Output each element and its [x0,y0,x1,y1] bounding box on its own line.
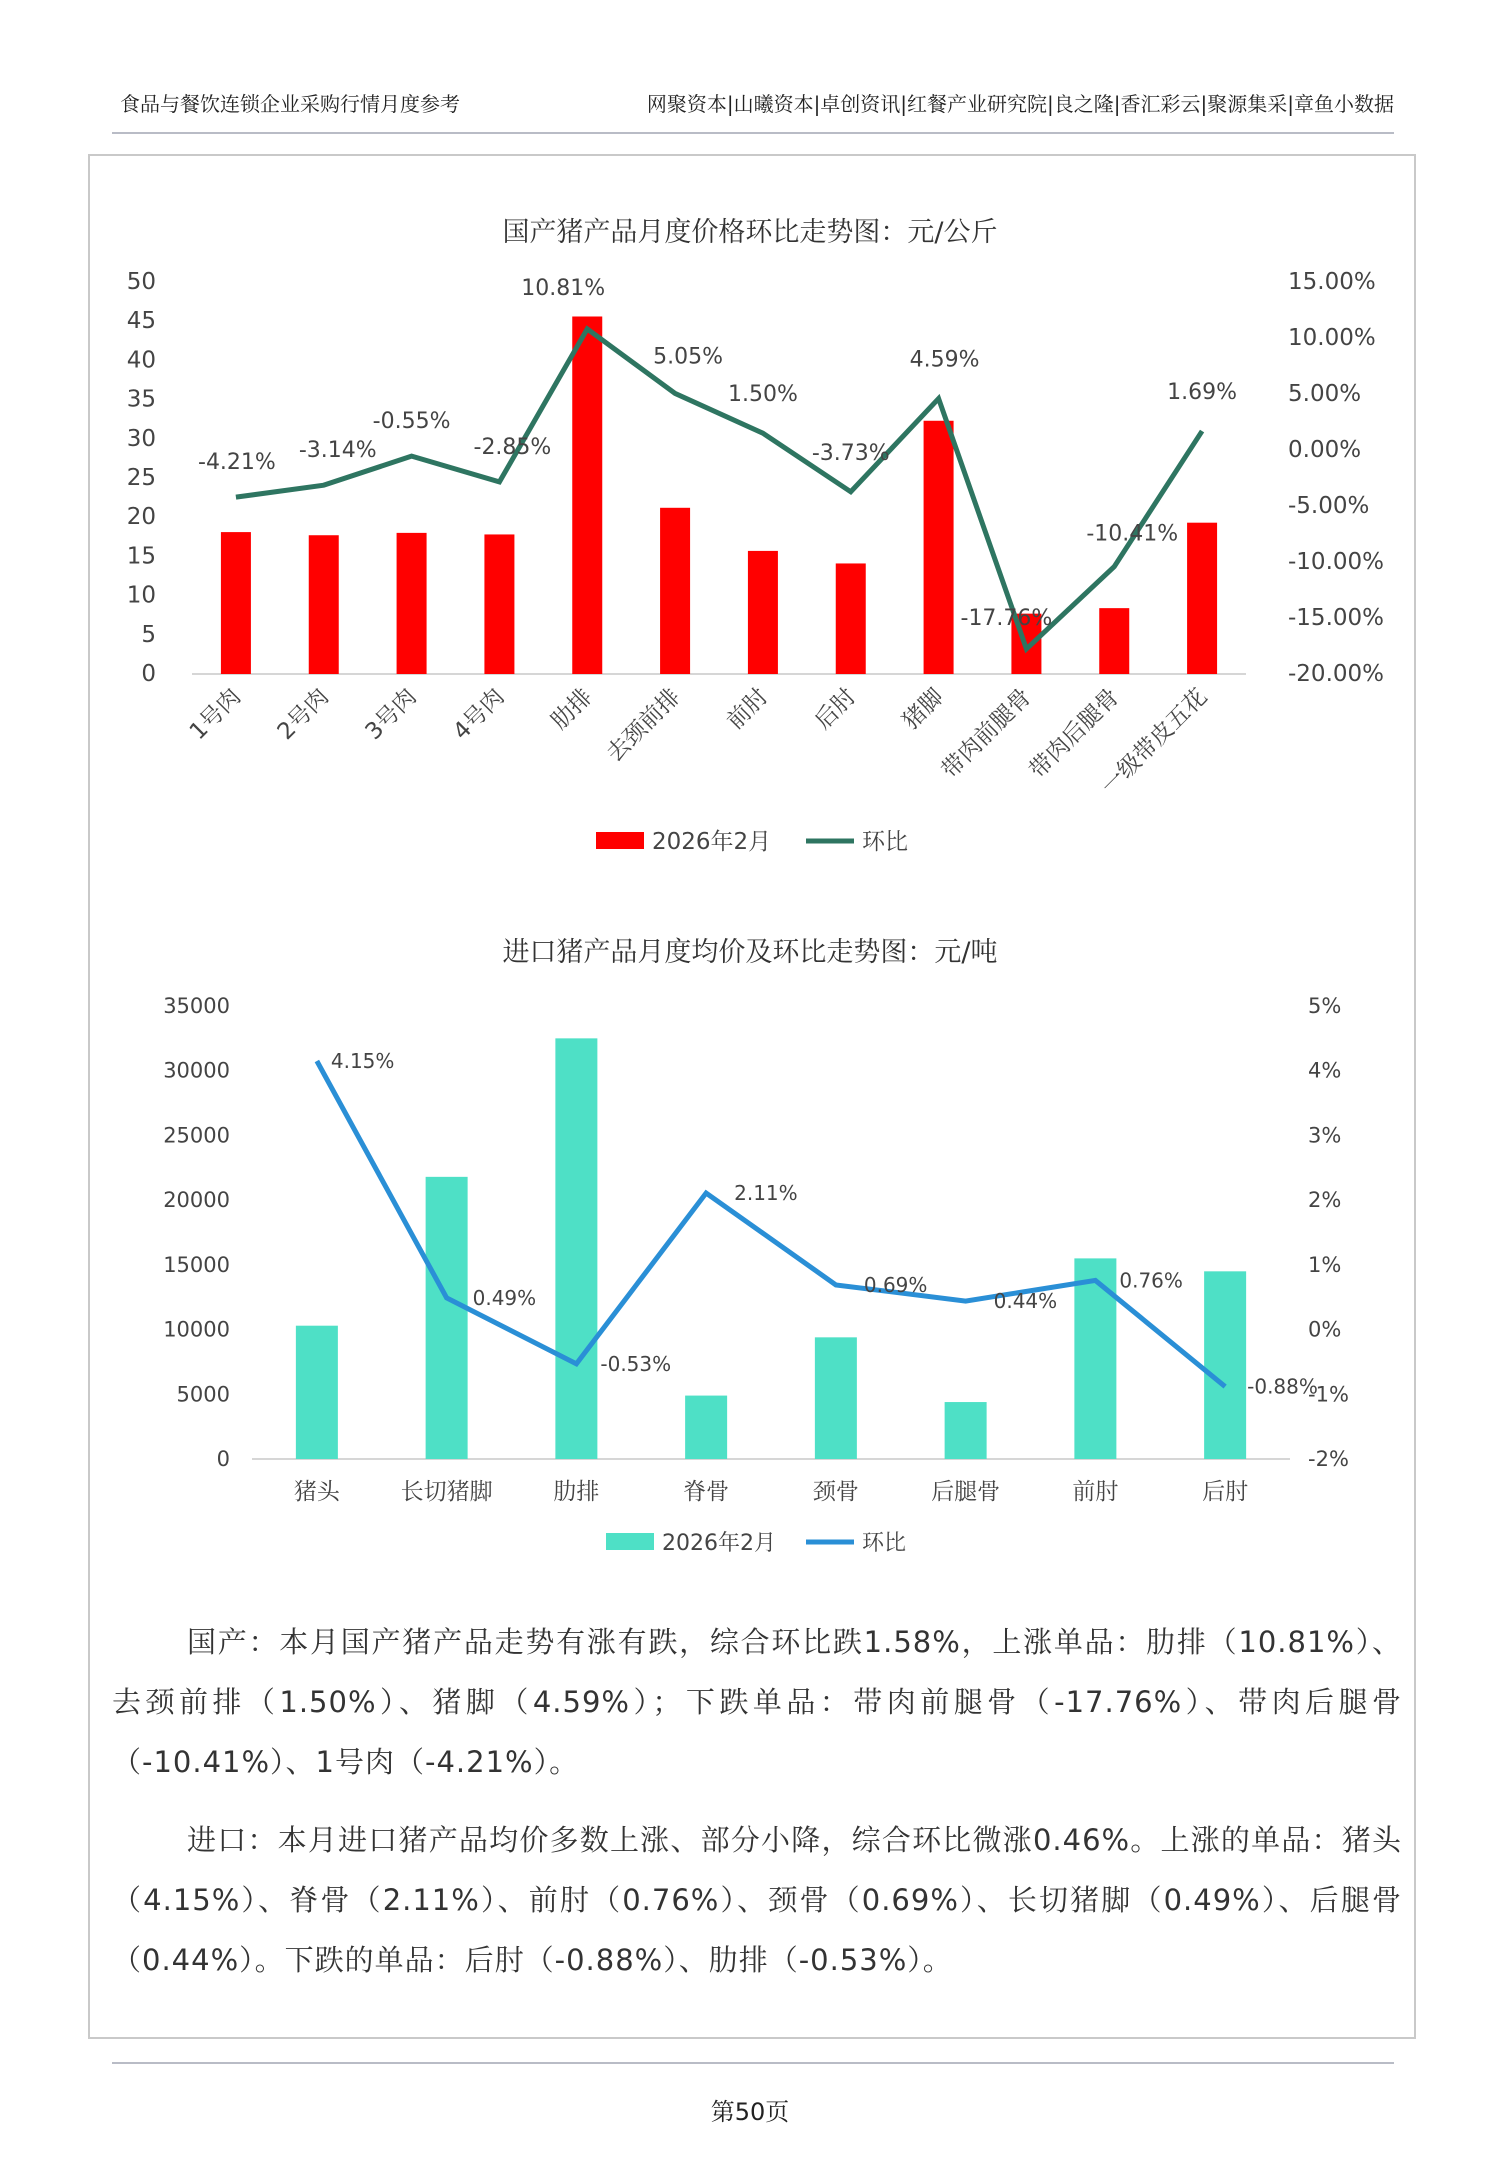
data-label: -0.88% [1247,1374,1318,1399]
y-right-tick-label: 5% [1308,994,1342,1018]
data-label: 4.59% [909,347,980,373]
header-left-title: 食品与餐饮连锁企业采购行情月度参考 [120,92,460,116]
legend-label-bar: 2026年2月 [652,829,772,855]
x-tick-label: 后腿骨 [931,1479,1001,1505]
data-label: 5.05% [653,344,724,370]
x-tick-label: 肋排 [546,683,598,735]
bar [1204,1271,1246,1459]
y-right-tick-label: 15.00% [1288,269,1376,295]
data-label: 0.49% [472,1285,537,1310]
y-right-tick-label: 1% [1308,1252,1342,1277]
chart1-title: 国产猪产品月度价格环比走势图：元/公斤 [502,217,998,248]
data-label: -3.14% [298,438,377,464]
y-right-tick-label: -20.00% [1288,661,1384,687]
bar [296,1326,338,1459]
footer-divider [112,2062,1394,2064]
legend-label-line: 环比 [862,1531,907,1556]
x-tick-label: 去颈前排 [601,683,686,768]
y-left-tick-label: 25 [126,465,156,491]
y-right-tick-label: 10.00% [1288,325,1376,351]
bar [1074,1258,1116,1459]
x-tick-label: 前肘 [722,683,774,735]
x-tick-label: 后肘 [1202,1479,1249,1505]
y-left-tick-label: 15 [126,543,156,570]
y-right-tick-label: -10.00% [1288,549,1384,575]
data-label: 1.50% [727,382,798,408]
data-label: -4.21% [198,450,276,476]
bar [555,1038,597,1459]
x-tick-label: 带肉前腿骨 [936,683,1037,784]
y-left-tick-label: 40 [126,347,156,374]
x-tick-label: 前肘 [1072,1479,1119,1505]
y-right-tick-label: 0.00% [1288,437,1362,463]
x-tick-label: 猪头 [293,1479,340,1505]
y-left-tick-label: 0 [216,1447,230,1471]
paragraph-domestic: 国产：本月国产猪产品走势有涨有跌，综合环比跌1.58%，上涨单品：肋排（10.81%）、去颈前排（1.50%）、猪脚（4.59%）；下跌单品：带肉前腿骨（-17.76%）、带肉后腿骨（-10.41%）、1号肉（-4.21%）。 [112,1625,1402,1779]
data-label: 1.69% [1167,380,1238,406]
y-left-tick-label: 10000 [163,1317,230,1342]
data-label: 10.81% [521,275,606,301]
legend-label-line: 环比 [862,829,908,855]
y-left-tick-label: 30 [126,425,156,452]
y-left-tick-label: 35000 [163,994,230,1018]
y-right-tick-label: -5.00% [1288,493,1370,519]
x-tick-label: 3号肉 [360,683,422,746]
data-label: 0.69% [863,1272,928,1297]
bar [685,1396,727,1459]
y-right-tick-label: 0% [1308,1317,1342,1342]
legend-swatch-bar [606,1533,654,1550]
y-right-tick-label: -2% [1308,1447,1349,1471]
paragraph-imported: 进口：本月进口猪产品均价多数上涨、部分小降，综合环比微涨0.46%。上涨的单品：猪头（4.15%）、脊骨（2.11%）、前肘（0.76%）、颈骨（0.69%）、长切猪脚（0.49%）、后腿骨（0.44%）。下跌的单品：后肘（-0.88%）、肋排（-0.53%）。 [112,1823,1402,1977]
legend-label-bar: 2026年2月 [662,1531,776,1556]
data-label: 0.44% [993,1289,1058,1314]
y-left-tick-label: 5000 [176,1382,230,1407]
bar [945,1402,987,1459]
data-label: -2.85% [473,434,552,460]
y-left-tick-label: 0 [141,661,156,687]
x-tick-label: 一级带皮五花 [1096,683,1213,800]
data-label: -0.55% [372,409,451,435]
y-left-tick-label: 20000 [163,1188,230,1213]
y-left-tick-label: 35 [126,386,156,413]
data-label: -17.76% [960,605,1053,631]
y-left-tick-label: 20 [126,504,156,531]
y-right-tick-label: 3% [1308,1123,1342,1148]
x-tick-label: 脊骨 [683,1479,730,1505]
data-label: 2.11% [734,1181,798,1206]
x-tick-label: 猪脚 [897,683,949,735]
y-right-tick-label: -1% [1308,1382,1349,1407]
data-label: 4.15% [330,1049,395,1074]
x-tick-label: 4号肉 [448,683,510,746]
data-label: -10.41% [1086,521,1179,547]
x-tick-label: 长切猪脚 [400,1479,493,1505]
y-right-tick-label: 5.00% [1288,381,1362,407]
y-right-tick-label: -15.00% [1288,605,1384,631]
y-left-tick-label: 5 [141,621,156,648]
y-left-tick-label: 45 [126,308,156,335]
data-label: -3.73% [811,440,890,466]
y-right-tick-label: 4% [1308,1058,1342,1083]
chart2-title: 进口猪产品月度均价及环比走势图：元/吨 [502,937,998,968]
y-left-tick-label: 50 [126,269,156,295]
x-tick-label: 2号肉 [272,683,334,746]
y-left-tick-label: 15000 [163,1252,230,1277]
y-left-tick-label: 25000 [163,1123,230,1148]
y-left-tick-label: 10 [126,582,156,609]
x-tick-label: 肋排 [553,1479,600,1505]
x-tick-label: 颈骨 [812,1479,859,1505]
bar [815,1337,857,1459]
x-tick-label: 带肉后腿骨 [1024,683,1125,784]
bar [426,1177,468,1459]
y-left-tick-label: 30000 [163,1058,230,1083]
x-tick-label: 1号肉 [184,683,247,746]
header-right-sources: 网聚资本|山曦资本|卓创资讯|红餐产业研究院|良之隆|香汇彩云|聚源集采|章鱼小数据 [646,92,1394,116]
data-label: -0.53% [600,1351,672,1376]
y-right-tick-label: 2% [1308,1188,1342,1213]
page-number: 第50页 [710,2098,790,2126]
data-label: 0.76% [1119,1268,1183,1293]
x-tick-label: 后肘 [810,683,861,735]
